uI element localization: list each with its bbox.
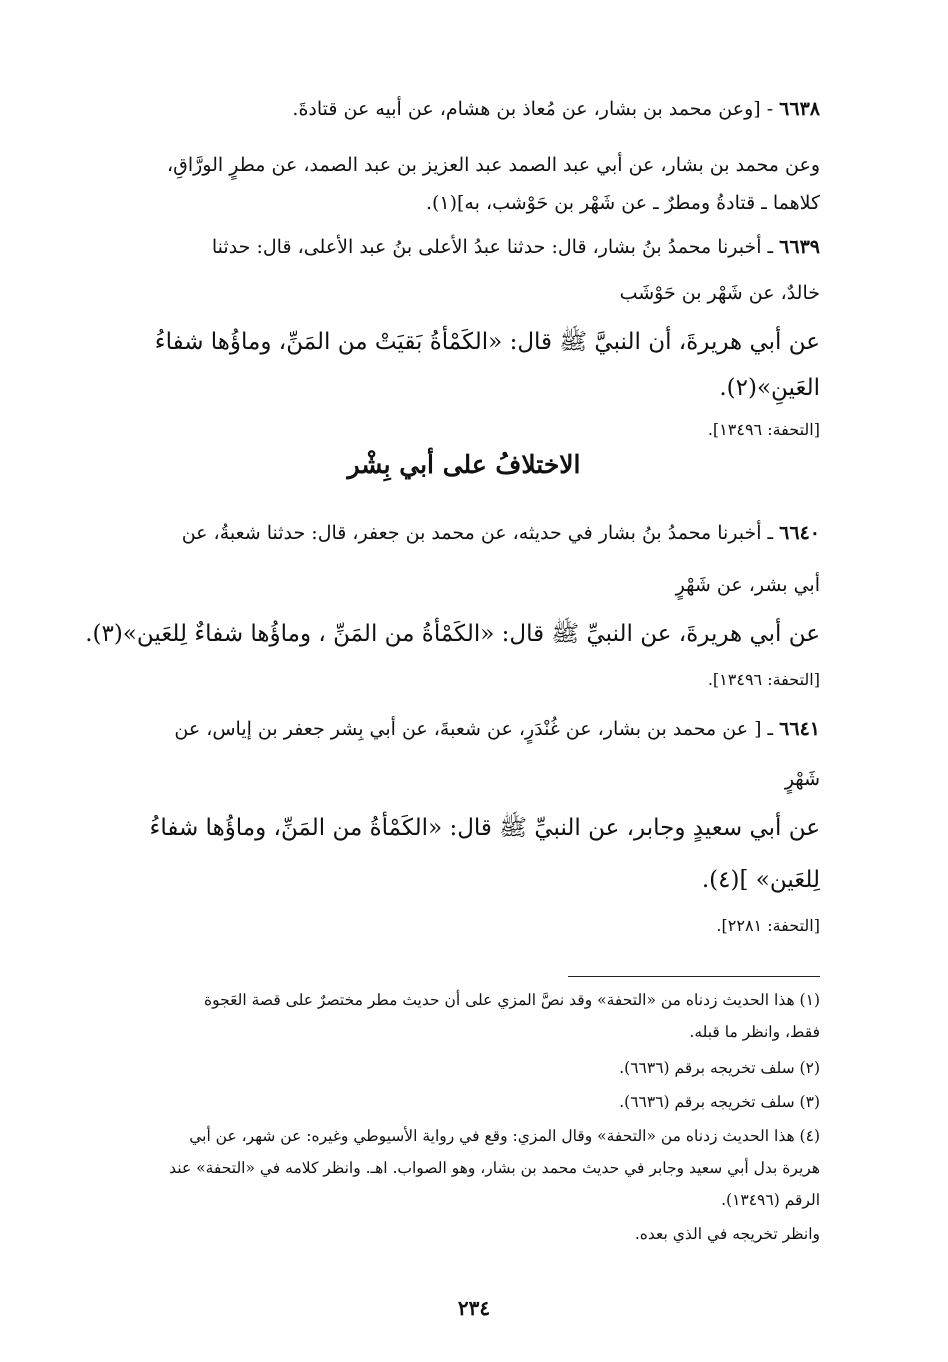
hadith-6641-line-1 bbox=[108, 714, 820, 744]
footnote-4-line-3: الرقم (١٣٤٩٦). bbox=[721, 1191, 820, 1209]
hadith-6641-matn-1: عن أبي سعيدٍ وجابر، عن النبيِّ ﷺ قال: «الكَمْأةُ من المَنِّ، وماؤُها شفاءُ bbox=[149, 815, 820, 841]
hadith-6641-line-2: شَهْرٍ bbox=[784, 768, 820, 790]
footnote-1-line-1: (١) هذا الحديث زدناه من «التحفة» وقد نصَّ المزي على أن حديث مطر مختصرٌ على قصة العَجوة bbox=[204, 991, 820, 1009]
tuhfa-ref-6641: [التحفة: ٢٢٨١]. bbox=[716, 916, 820, 935]
footnote-4-line-2: هريرة بدل أبي سعيد وجابر في حديث محمد بن بشار، وهو الصواب. اهـ. وانظر كلامه في «التحفة» عند bbox=[169, 1159, 820, 1177]
footnote-divider bbox=[568, 976, 820, 977]
hadith-6638-line-3: كلاهما ـ قتادةُ ومطرٌ ـ عن شَهْر بن حَوْشب، به](١). bbox=[425, 192, 820, 214]
hadith-6638-line-1 bbox=[108, 94, 820, 124]
footnote-3: (٣) سلف تخريجه برقم (٦٦٣٦). bbox=[619, 1093, 820, 1111]
hadith-6640-line-2: أبي بشر، عن شَهْرٍ bbox=[675, 574, 820, 596]
hadith-number: ٦٦٣٨ bbox=[779, 98, 820, 120]
hadith-6638-line-2: وعن محمد بن بشار، عن أبي عبد الصمد عبد العزيز بن عبد الصمد، عن مطرٍ الورَّاقِ، bbox=[166, 154, 820, 176]
hadith-6639-matn-1: عن أبي هريرةَ، أن النبيَّ ﷺ قال: «الكَمْأةُ بَقيَتْ من المَنِّ، وماؤُها شفاءُ bbox=[154, 329, 820, 355]
tuhfa-ref-6639: [التحفة: ١٣٤٩٦]. bbox=[707, 420, 820, 439]
section-heading: الاختلافُ على أبي بِشْر bbox=[347, 450, 581, 479]
hadith-text: ـ أخبرنا محمدُ بنُ بشار، قال: حدثنا عبدُ الأعلى بنُ عبد الأعلى، قال: حدثنا bbox=[211, 236, 774, 258]
hadith-text: ـ [ عن محمد بن بشار، عن غُنْدَرٍ، عن شعبةَ، عن أبي بِشر جعفر بن إياس، عن bbox=[174, 718, 774, 740]
hadith-6640-matn: عن أبي هريرةَ، عن النبيِّ ﷺ قال: «الكَمْأةُ من المَنِّ ، وماؤُها شفاءٌ لِلعَين»(٣). bbox=[85, 621, 820, 647]
hadith-6639-matn-2: العَينِ»(٢). bbox=[719, 375, 820, 401]
footnote-2: (٢) سلف تخريجه برقم (٦٦٣٦). bbox=[619, 1059, 820, 1077]
hadith-6641-matn-2: لِلعَين» ](٤). bbox=[701, 867, 820, 893]
hadith-number: ٦٦٤١ bbox=[779, 718, 820, 740]
hadith-text: ـ أخبرنا محمدُ بنُ بشار في حديثه، عن محمد بن جعفر، قال: حدثنا شعبةُ، عن bbox=[181, 522, 774, 544]
footnote-4-line-4: وانظر تخريجه في الذي بعده. bbox=[634, 1225, 820, 1243]
hadith-text: - [وعن محمد بن بشار، عن مُعاذ بن هشام، عن أبيه عن قتادةَ. bbox=[292, 98, 774, 120]
hadith-6640-line-1 bbox=[108, 518, 820, 548]
hadith-number: ٦٦٣٩ bbox=[779, 236, 820, 258]
footnote-1-line-2: فقط، وانظر ما قبله. bbox=[689, 1023, 820, 1041]
tuhfa-ref-6640: [التحفة: ١٣٤٩٦]. bbox=[707, 670, 820, 689]
hadith-number: ٦٦٤٠ bbox=[779, 522, 820, 544]
hadith-6639-line-2: خالدٌ، عن شَهْر بن حَوْشَب bbox=[619, 282, 820, 304]
page-number: ٢٣٤ bbox=[457, 1296, 491, 1320]
footnote-4-line-1: (٤) هذا الحديث زدناه من «التحفة» وقال المزي: وقع في رواية الأسيوطي وغيره: عن شهر، عن أبي bbox=[189, 1127, 820, 1145]
hadith-6639-line-1 bbox=[108, 232, 820, 262]
